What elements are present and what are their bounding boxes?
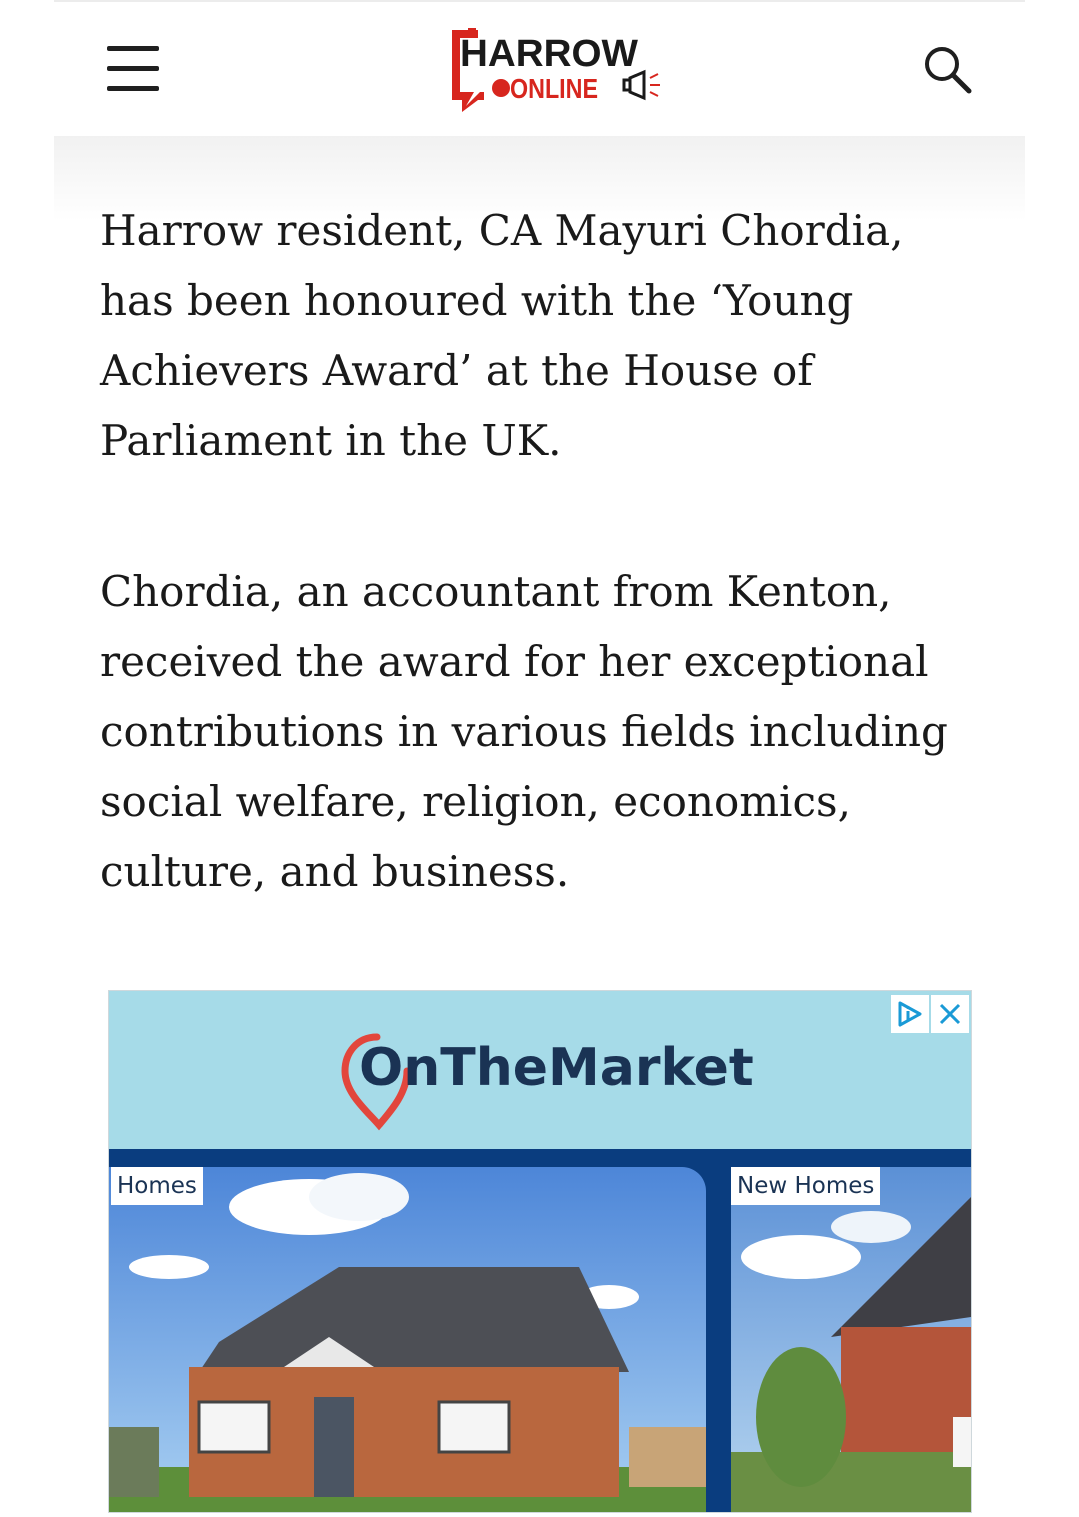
- advertisement[interactable]: [108, 990, 972, 1513]
- house-image: [109, 1167, 706, 1512]
- hamburger-icon: [107, 46, 159, 51]
- logo-line-2: ONLINE: [510, 73, 598, 104]
- house-image: [731, 1167, 971, 1512]
- ad-banner-top: [109, 991, 971, 1149]
- search-icon[interactable]: [922, 44, 972, 94]
- logo-line-1: HARROW: [460, 33, 639, 75]
- menu-button[interactable]: [107, 46, 159, 92]
- ad-divider: [109, 1149, 971, 1167]
- ad-brand: OnTheMarket: [359, 1038, 754, 1098]
- adchoices-icon[interactable]: [891, 995, 929, 1033]
- article-paragraph: Chordia, an accountant from Kenton, received the award for her exceptional contributions in various fields including social welfare, religion, economics, culture, and business.: [100, 567, 948, 896]
- article-body: [100, 196, 990, 896]
- ad-panel-homes[interactable]: [109, 1167, 706, 1512]
- panel-label-homes: Homes: [111, 1167, 203, 1205]
- site-logo[interactable]: [448, 26, 678, 112]
- close-icon[interactable]: [931, 995, 969, 1033]
- ad-controls: [889, 995, 969, 1033]
- panel-label-new-homes: New Homes: [731, 1167, 880, 1205]
- site-header: [54, 0, 1025, 138]
- ad-panel-new-homes[interactable]: [731, 1167, 971, 1512]
- article-paragraph: Harrow resident, CA Mayuri Chordia, has been honoured with the ‘Young Achievers Award’ at the House of Parliament in the UK.: [100, 206, 904, 465]
